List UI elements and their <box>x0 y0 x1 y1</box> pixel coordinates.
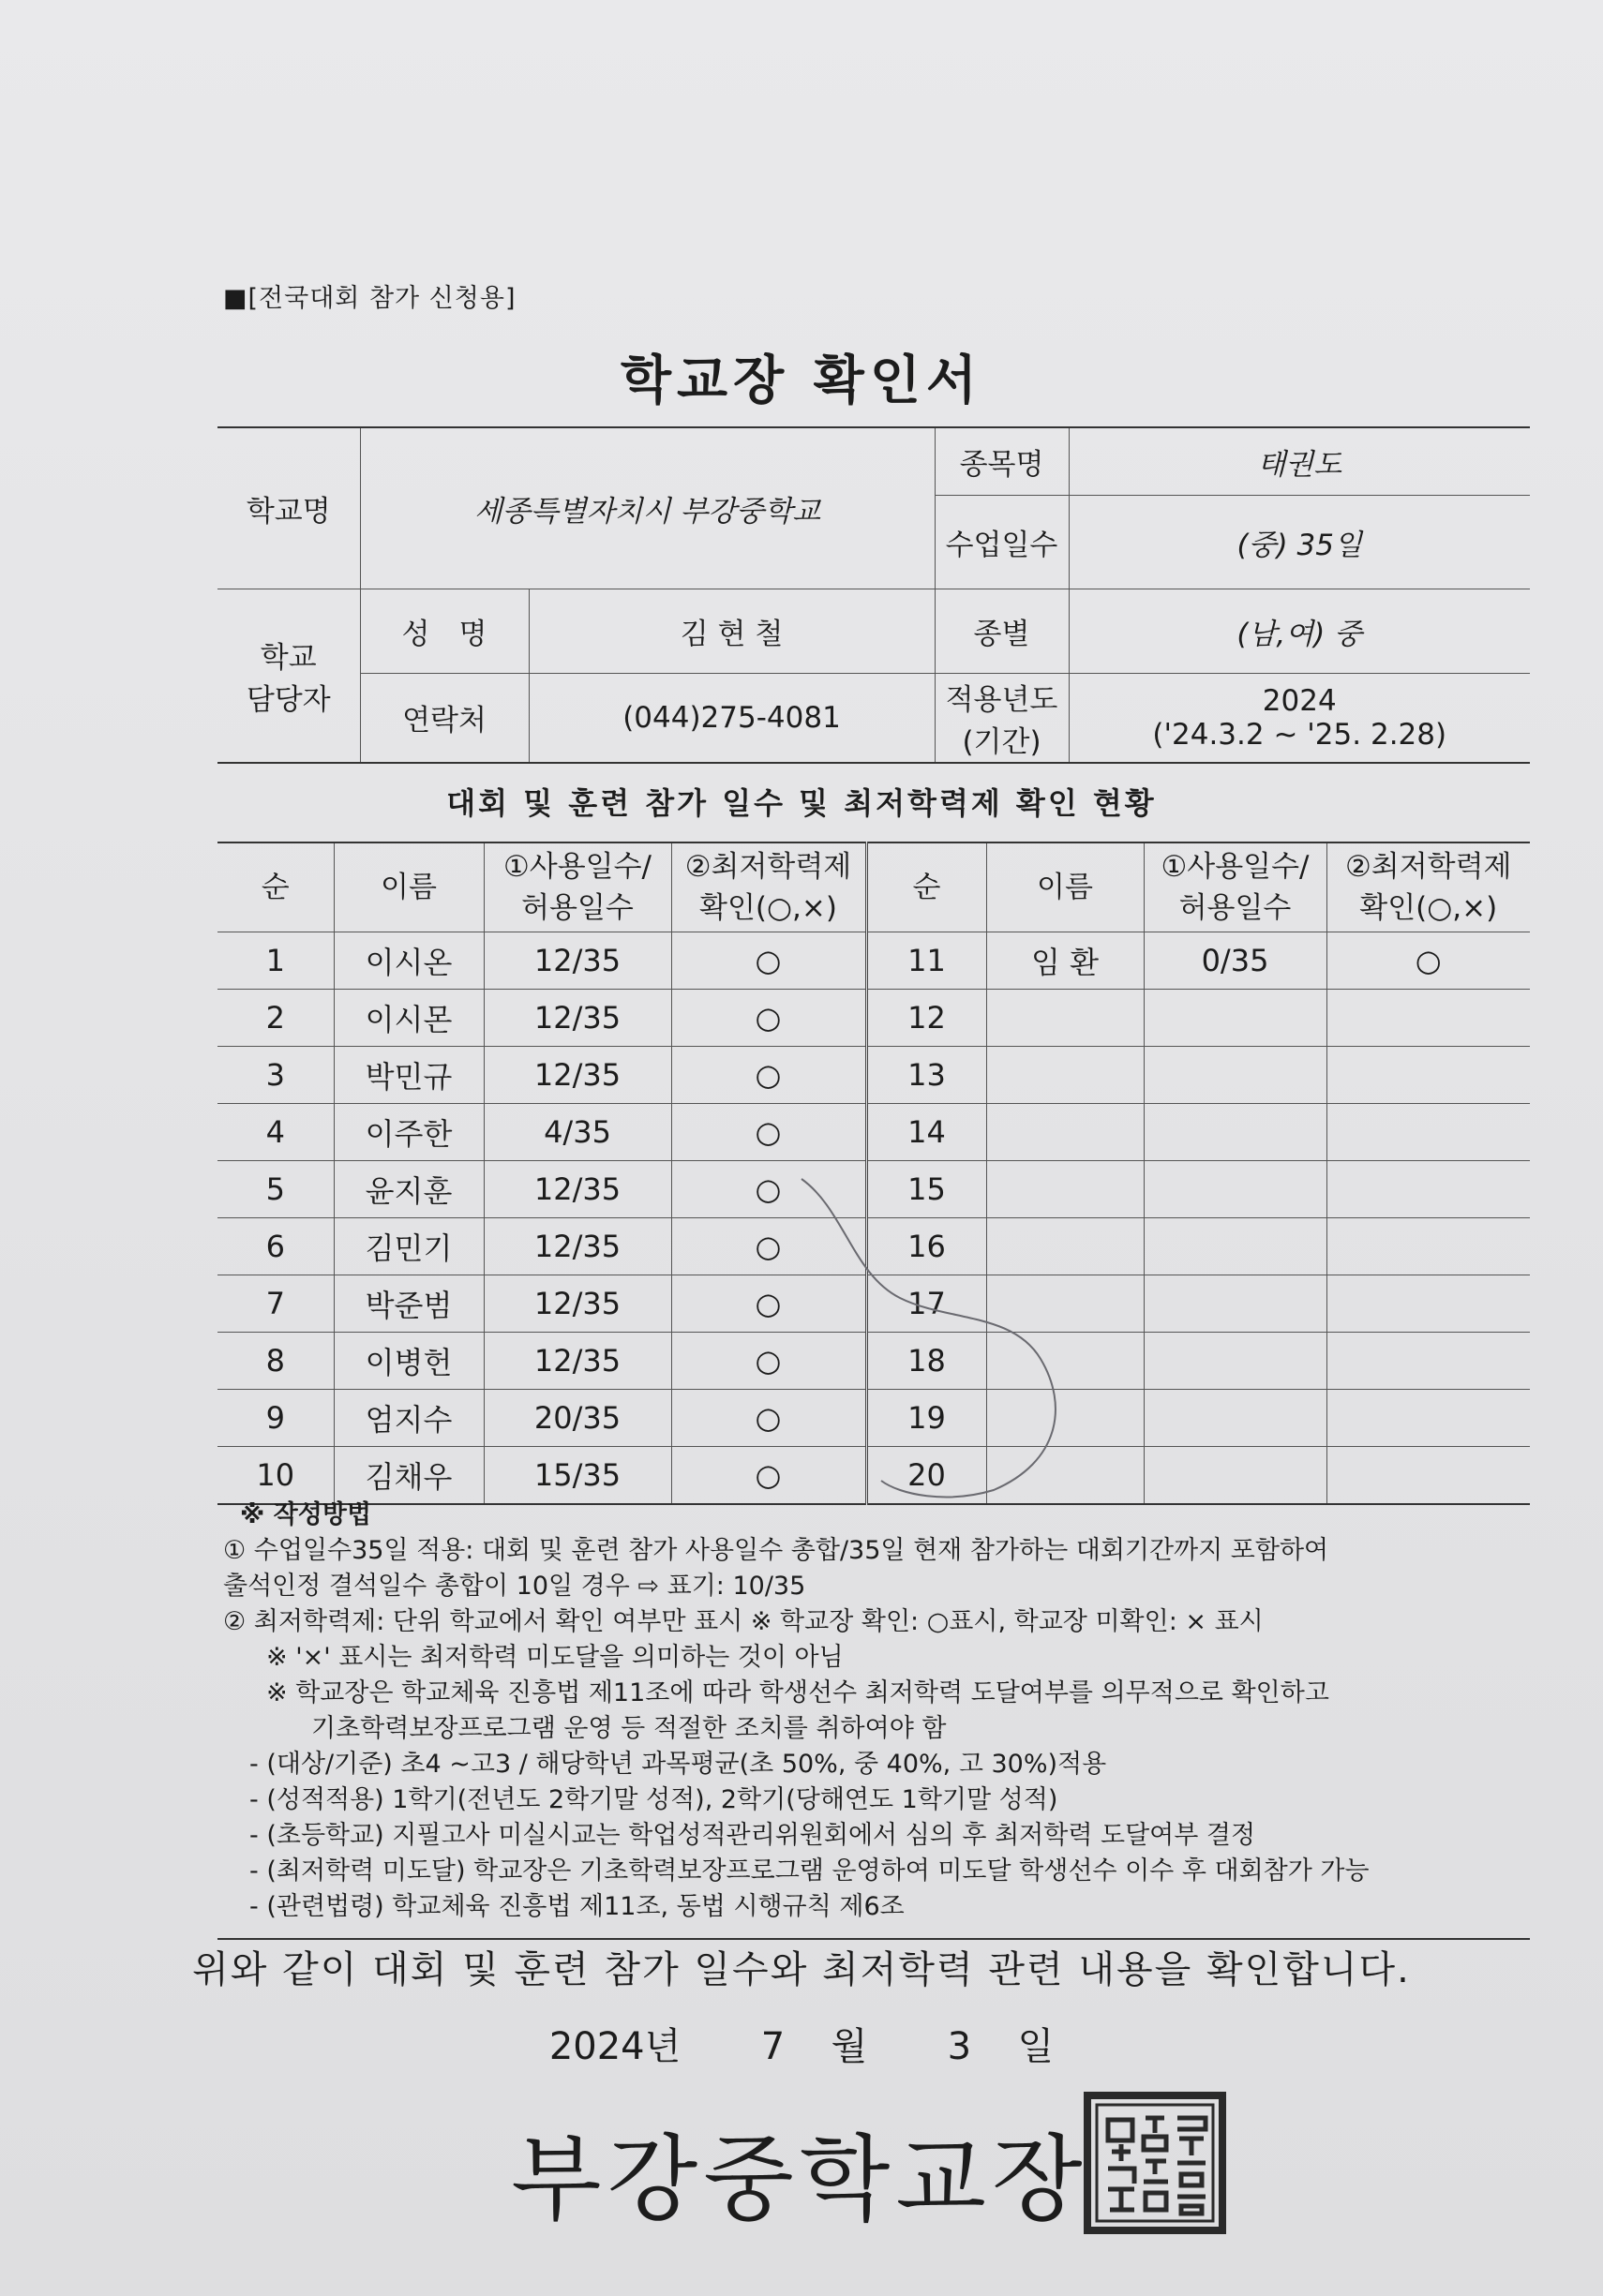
manager-label-line1: 학교 <box>260 640 317 675</box>
row-no: 20 <box>866 1447 986 1505</box>
participation-table <box>217 842 1530 1505</box>
header-min-line2: 확인(○,×) <box>699 891 837 925</box>
year-label-line1: 적용년도 <box>945 682 1058 717</box>
year-value-line1: 2024 <box>1262 683 1337 718</box>
row-name: 윤지훈 <box>334 1161 484 1218</box>
row-name <box>986 990 1144 1047</box>
row-days <box>1144 1275 1326 1333</box>
table-row <box>217 1161 1530 1218</box>
table-row <box>217 932 1530 990</box>
row-days <box>1144 1047 1326 1104</box>
row-days <box>1144 1390 1326 1447</box>
school-name-label: 학교명 <box>217 427 360 589</box>
row-days <box>1144 1218 1326 1275</box>
row-check: ○ <box>671 990 866 1047</box>
header-days-line1: ①사용일수/ <box>1161 850 1310 884</box>
table-header-row <box>217 842 1530 932</box>
header-no-2: 순 <box>866 842 986 932</box>
row-check: ○ <box>671 1447 866 1505</box>
header-days-line1: ①사용일수/ <box>502 850 652 884</box>
row-no: 13 <box>866 1047 986 1104</box>
row-name: 엄지수 <box>334 1390 484 1447</box>
row-no: 11 <box>866 932 986 990</box>
header-name: 이름 <box>334 842 484 932</box>
period-value: ('24.3.2 ~ '25. 2.28) <box>1152 717 1447 752</box>
manager-label <box>217 589 360 763</box>
row-check: ○ <box>671 1390 866 1447</box>
row-days: 15/35 <box>484 1447 671 1505</box>
note-heading: ※ 작성방법 <box>240 1500 371 1529</box>
date-year: 2024년 <box>548 2025 682 2068</box>
manager-name-label: 성 명 <box>360 589 529 673</box>
row-days <box>1144 1447 1326 1505</box>
row-no: 2 <box>217 990 334 1047</box>
year-label <box>935 673 1069 763</box>
row-days: 12/35 <box>484 990 671 1047</box>
row-no: 5 <box>217 1161 334 1218</box>
row-days: 12/35 <box>484 1218 671 1275</box>
row-check <box>1326 1161 1530 1218</box>
class-days-label: 수업일수 <box>935 495 1069 589</box>
header-days-line2: 허용일수 <box>521 891 634 925</box>
date-day: 3 <box>947 2025 972 2068</box>
row-check <box>1326 990 1530 1047</box>
row-no: 16 <box>866 1218 986 1275</box>
category-value: (남,여) 중 <box>1069 589 1530 673</box>
row-name <box>986 1218 1144 1275</box>
row-days: 12/35 <box>484 932 671 990</box>
row-name: 박준범 <box>334 1275 484 1333</box>
row-days <box>1144 1104 1326 1161</box>
school-info-table <box>217 426 1530 764</box>
header-days <box>484 842 671 932</box>
row-check: ○ <box>671 1275 866 1333</box>
row-check: ○ <box>671 932 866 990</box>
row-no: 8 <box>217 1333 334 1390</box>
row-days: 0/35 <box>1144 932 1326 990</box>
header-name-2: 이름 <box>986 842 1144 932</box>
row-name: 김민기 <box>334 1218 484 1275</box>
note-item: ※ '×' 표시는 최저학력 미도달을 의미하는 것이 아님 <box>266 1643 844 1672</box>
row-check: ○ <box>671 1047 866 1104</box>
header-min-grade-2 <box>1326 842 1530 932</box>
header-days-2 <box>1144 842 1326 932</box>
date-day-unit: 일 <box>1017 2025 1055 2068</box>
note-item: ※ 학교장은 학교체육 진흥법 제11조에 따라 학생선수 최저학력 도달여부를 의무적으로 확인하고 <box>266 1678 1329 1707</box>
row-check <box>1326 1218 1530 1275</box>
header-min-line1: ②최저학력제 <box>684 850 852 884</box>
principal-signature: 부강중학교장 <box>511 2125 1088 2234</box>
form-type-tag: ■[전국대회 참가 신청용] <box>223 284 517 313</box>
row-name: 박민규 <box>334 1047 484 1104</box>
note-item: 기초학력보장프로그램 운영 등 적절한 조치를 취하여야 함 <box>311 1714 947 1743</box>
confirmation-statement: 위와 같이 대회 및 훈련 참가 일수와 최저학력 관련 내용을 확인합니다. <box>192 1948 1411 1991</box>
event-value: 태권도 <box>1069 427 1530 495</box>
writing-guide <box>223 1498 1536 1925</box>
row-no: 18 <box>866 1333 986 1390</box>
row-check: ○ <box>671 1333 866 1390</box>
row-check <box>1326 1275 1530 1333</box>
row-days: 12/35 <box>484 1161 671 1218</box>
row-days: 12/35 <box>484 1275 671 1333</box>
table-row <box>217 1447 1530 1505</box>
row-name <box>986 1447 1144 1505</box>
note-item: - (관련법령) 학교체육 진흥법 제11조, 동법 시행규칙 제6조 <box>249 1892 905 1921</box>
row-name <box>986 1161 1144 1218</box>
row-check <box>1326 1333 1530 1390</box>
row-no: 6 <box>217 1218 334 1275</box>
row-name: 이시온 <box>334 932 484 990</box>
year-value <box>1069 673 1530 763</box>
row-days <box>1144 1161 1326 1218</box>
note-item: ② 최저학력제: 단위 학교에서 확인 여부만 표시 ※ 학교장 확인: ○표시, 학교장 미확인: × 표시 <box>223 1607 1264 1636</box>
header-no: 순 <box>217 842 334 932</box>
row-name <box>986 1390 1144 1447</box>
row-name: 이주한 <box>334 1104 484 1161</box>
row-days: 12/35 <box>484 1047 671 1104</box>
header-min-line1: ②최저학력제 <box>1344 850 1512 884</box>
category-label: 종별 <box>935 589 1069 673</box>
official-seal-stamp <box>1084 2092 1226 2234</box>
date-month-unit: 월 <box>831 2025 868 2068</box>
row-name: 이시몬 <box>334 990 484 1047</box>
row-no: 9 <box>217 1390 334 1447</box>
row-check <box>1326 1047 1530 1104</box>
row-no: 10 <box>217 1447 334 1505</box>
contact-label: 연락처 <box>360 673 529 763</box>
row-no: 17 <box>866 1275 986 1333</box>
note-item: - (최저학력 미도달) 학교장은 기초학력보장프로그램 운영하여 미도달 학생선수 이수 후 대회참가 가능 <box>249 1856 1370 1886</box>
row-no: 12 <box>866 990 986 1047</box>
note-item: - (초등학교) 지필고사 미실시교는 학업성적관리위원회에서 심의 후 최저학력 도달여부 결정 <box>249 1821 1256 1850</box>
row-check <box>1326 1104 1530 1161</box>
header-days-line2: 허용일수 <box>1178 891 1292 925</box>
table-row <box>217 1047 1530 1104</box>
table-row <box>217 1390 1530 1447</box>
row-check <box>1326 1390 1530 1447</box>
row-days: 12/35 <box>484 1333 671 1390</box>
manager-name-value: 김 현 철 <box>529 589 935 673</box>
table-row <box>217 1218 1530 1275</box>
row-no: 14 <box>866 1104 986 1161</box>
note-item: - (성적적용) 1학기(전년도 2학기말 성적), 2학기(당해연도 1학기말 성적) <box>249 1785 1058 1814</box>
signing-date <box>0 2017 1603 2070</box>
table-subtitle: 대회 및 훈련 참가 일수 및 최저학력제 확인 현황 <box>446 785 1157 821</box>
year-label-line2: (기간) <box>962 724 1041 759</box>
contact-value: (044)275-4081 <box>529 673 935 763</box>
row-no: 15 <box>866 1161 986 1218</box>
row-no: 3 <box>217 1047 334 1104</box>
document-title: 학교장 확인서 <box>620 350 983 411</box>
row-name <box>986 1104 1144 1161</box>
note-item: ① 수업일수35일 적용: 대회 및 훈련 참가 사용일수 총합/35일 현재 참가하는 대회기간까지 포함하여 <box>223 1536 1329 1565</box>
table-row <box>217 1333 1530 1390</box>
date-month: 7 <box>760 2025 786 2068</box>
row-name <box>986 1047 1144 1104</box>
row-no: 1 <box>217 932 334 990</box>
row-no: 19 <box>866 1390 986 1447</box>
manager-label-line2: 담당자 <box>246 682 331 717</box>
row-days: 20/35 <box>484 1390 671 1447</box>
row-name <box>986 1275 1144 1333</box>
row-check: ○ <box>1326 932 1530 990</box>
row-days <box>1144 990 1326 1047</box>
header-min-line2: 확인(○,×) <box>1359 891 1498 925</box>
note-item: - (대상/기준) 초4 ~고3 / 해당학년 과목평균(초 50%, 중 40%, 고 30%)적용 <box>249 1750 1107 1779</box>
row-check: ○ <box>671 1218 866 1275</box>
note-item: 출석인정 결석일수 총합이 10일 경우 ⇨ 표기: 10/35 <box>223 1572 806 1601</box>
row-days <box>1144 1333 1326 1390</box>
row-name: 임 환 <box>986 932 1144 990</box>
row-no: 4 <box>217 1104 334 1161</box>
table-row <box>217 1104 1530 1161</box>
table-row <box>217 990 1530 1047</box>
row-check <box>1326 1447 1530 1505</box>
row-name: 김채우 <box>334 1447 484 1505</box>
row-name: 이병헌 <box>334 1333 484 1390</box>
row-days: 4/35 <box>484 1104 671 1161</box>
row-no: 7 <box>217 1275 334 1333</box>
header-min-grade <box>671 842 866 932</box>
row-check: ○ <box>671 1161 866 1218</box>
event-label: 종목명 <box>935 427 1069 495</box>
row-check: ○ <box>671 1104 866 1161</box>
school-name-value: 세종특별자치시 부강중학교 <box>360 427 935 589</box>
table-row <box>217 1275 1530 1333</box>
row-name <box>986 1333 1144 1390</box>
class-days-value: (중) 35일 <box>1069 495 1530 589</box>
